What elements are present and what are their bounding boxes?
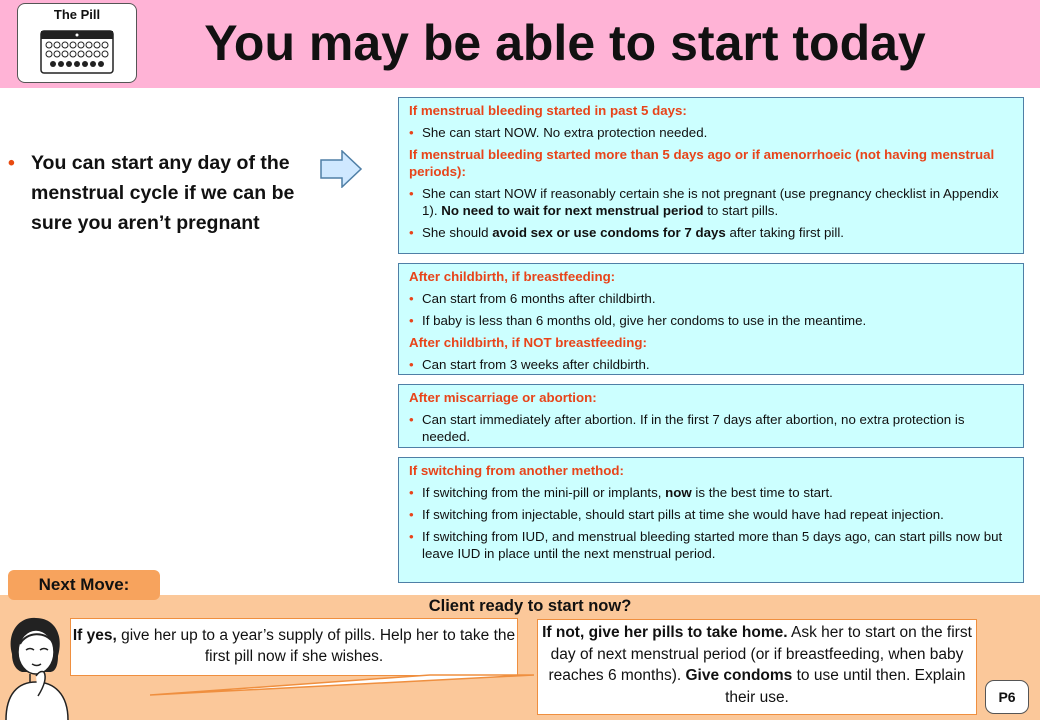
page-title: You may be able to start today — [204, 15, 926, 71]
box-heading: If switching from another method: — [409, 463, 624, 478]
info-box-miscarriage — [398, 384, 1024, 448]
box-heading: After miscarriage or abortion: — [409, 390, 597, 405]
pill-pack-icon — [40, 30, 114, 74]
box-bullet: • If switching from the mini-pill or implants, now is the best time to start. — [409, 484, 1013, 501]
badge-label: The Pill — [53, 7, 101, 22]
main-bullet-text: You can start any day of the menstrual cycle if we can be sure you aren’t pregnant — [31, 152, 295, 234]
pill-badge — [17, 3, 137, 83]
info-box-childbirth — [398, 263, 1024, 375]
info-box-recent-bleeding — [398, 97, 1024, 254]
box-bullet: • She can start NOW if reasonably certain she is not pregnant (use pregnancy checklist in Appendix 1). No need to wait for next menstrual period to start pills. — [409, 185, 1013, 219]
box-heading: After childbirth, if breastfeeding: — [409, 269, 616, 284]
box-bullet: • Can start immediately after abortion. If in the first 7 days after abortion, no extra protection is needed. — [409, 411, 1013, 445]
box-bullet: • If switching from IUD, and menstrual bleeding started more than 5 days ago, can start pills now but leave IUD in place until the next menstrual period. — [409, 528, 1013, 562]
box-bullet: • She can start NOW. No extra protection needed. — [409, 124, 1013, 141]
health-worker-avatar — [2, 612, 72, 720]
if-yes-callout: If yes, give her up to a year’s supply of pills. Help her to take the first pill now if she wishes. — [70, 618, 518, 676]
info-box-switching — [398, 457, 1024, 583]
box-heading: If menstrual bleeding started in past 5 days: — [409, 103, 687, 118]
box-heading: After childbirth, if NOT breastfeeding: — [409, 335, 647, 350]
header-banner — [0, 0, 1040, 88]
if-not-callout: If not, give her pills to take home. Ask her to start on the first day of next menstrual period (or if breastfeeding, when baby reaches 6 months). Give condoms to use until then. Explain their use. — [537, 619, 977, 715]
speech-tail — [150, 673, 540, 697]
next-move-label: Next Move: — [8, 570, 160, 600]
box-bullet: • Can start from 6 months after childbirth. — [409, 290, 1013, 307]
bullet-dot: • — [8, 152, 15, 174]
page-number: P6 — [985, 680, 1029, 714]
box-bullet: • Can start from 3 weeks after childbirth. — [409, 356, 1013, 373]
right-arrow-icon — [320, 150, 362, 188]
box-bullet: • If switching from injectable, should start pills at time she would have had repeat injection. — [409, 506, 1013, 523]
box-bullet: • If baby is less than 6 months old, give her condoms to use in the meantime. — [409, 312, 1013, 329]
client-question: Client ready to start now? — [428, 597, 632, 615]
main-bullet — [8, 148, 298, 238]
box-heading: If menstrual bleeding started more than 5 days ago or if amenorrhoeic (not having menstrual periods): — [409, 147, 995, 179]
box-bullet: • She should avoid sex or use condoms for 7 days after taking first pill. — [409, 224, 1013, 241]
